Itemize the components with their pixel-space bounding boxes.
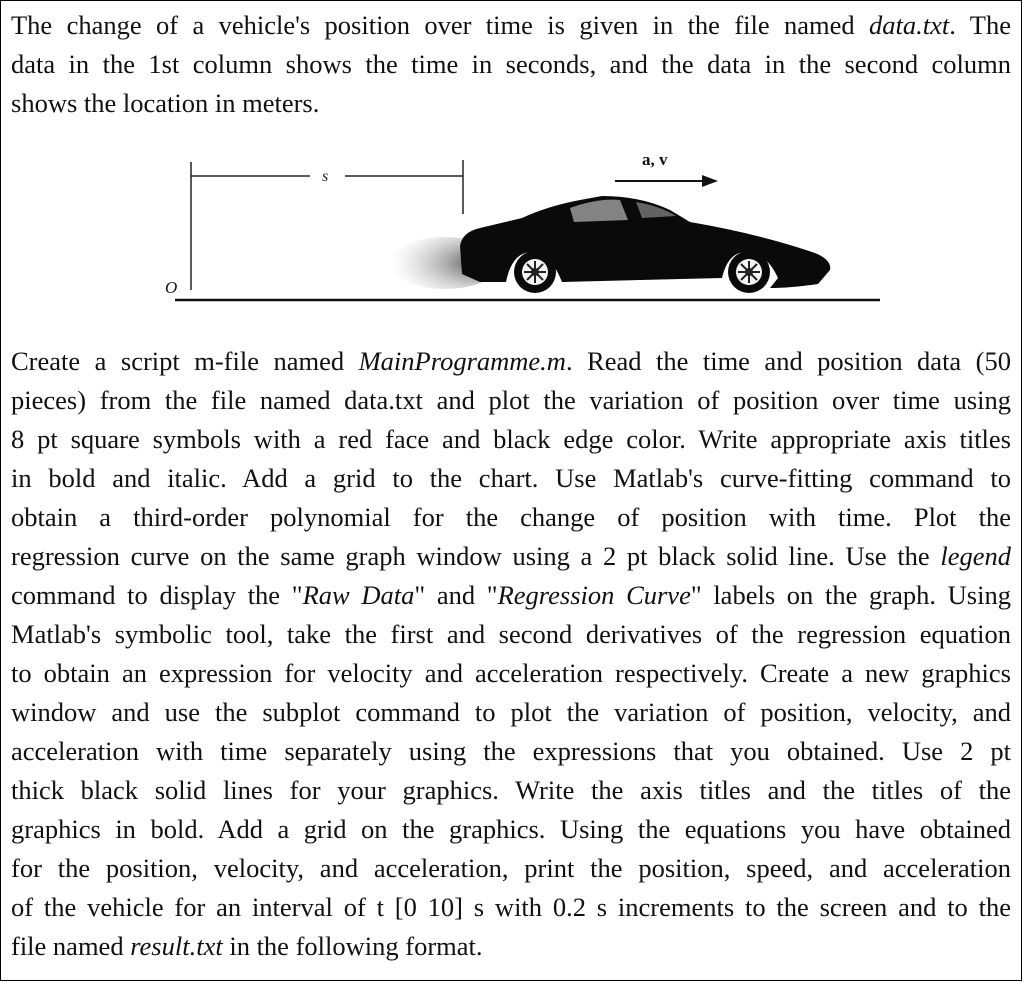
- intro-line-3: shows the location in meters.: [11, 88, 320, 118]
- raw-data-label: Raw Data: [302, 580, 415, 610]
- task-line-4: in bold and italic. Add a grid to the chart. Use Matlab's curve-fitting command to: [11, 463, 1011, 493]
- intro-paragraph: [11, 6, 1011, 123]
- task-line-9: to obtain an expression for velocity and acceleration respectively. Create a new graphics: [11, 658, 1011, 688]
- regression-curve-label: Regression Curve: [497, 580, 691, 610]
- script-file-name: MainProgramme.m: [358, 346, 566, 376]
- legend-command: legend: [940, 541, 1011, 571]
- task-line-10: window and use the subplot command to plot the variation of position, velocity, and: [11, 697, 1011, 727]
- task-line-7: command to display the "Raw Data" and "Regression Curve" labels on the graph. Using: [11, 580, 1011, 610]
- origin-label: O: [165, 278, 178, 297]
- task-paragraph: [11, 342, 1011, 966]
- front-wheel: [728, 251, 770, 293]
- task-line-1: Create a script m-file named MainProgramme.m. Read the time and position data (50: [11, 346, 1012, 376]
- motion-label: a, v: [642, 150, 668, 169]
- distance-label: s: [322, 168, 329, 185]
- task-line-13: graphics in bold. Add a grid on the graphics. Using the equations you have obtained: [11, 814, 1011, 844]
- task-line-3: 8 pt square symbols with a red face and black edge color. Write appropriate axis titles: [11, 424, 1011, 454]
- task-line-5: obtain a third-order polynomial for the change of position with time. Plot the: [11, 502, 1011, 532]
- task-line-15: of the vehicle for an interval of t [0 10] s with 0.2 s increments to the screen and to the: [11, 892, 1011, 922]
- intro-line-2: data in the 1st column shows the time in seconds, and the data in the second column: [11, 49, 1011, 79]
- rear-wheel: [514, 251, 556, 293]
- task-line-8: Matlab's symbolic tool, take the first and second derivatives of the regression equation: [11, 619, 1011, 649]
- task-line-2: pieces) from the file named data.txt and plot the variation of position over time using: [11, 385, 1011, 415]
- task-line-14: for the position, velocity, and acceleration, print the position, speed, and acceleration: [11, 853, 1011, 883]
- motion-arrow-head: [702, 175, 718, 187]
- task-line-11: acceleration with time separately using the expressions that you obtained. Use 2 pt: [11, 736, 1011, 766]
- task-line-12: thick black solid lines for your graphics. Write the axis titles and the titles of the: [11, 775, 1011, 805]
- task-line-16: file named result.txt in the following format.: [11, 931, 483, 961]
- task-line-6: regression curve on the same graph window using a 2 pt black solid line. Use the legend: [11, 541, 1011, 571]
- result-file-name: result.txt: [130, 931, 223, 961]
- intro-line-1: The change of a vehicle's position over time is given in the file named data.txt. The: [11, 10, 1011, 40]
- data-file-name: data.txt: [869, 10, 950, 40]
- vehicle-figure: [150, 148, 890, 316]
